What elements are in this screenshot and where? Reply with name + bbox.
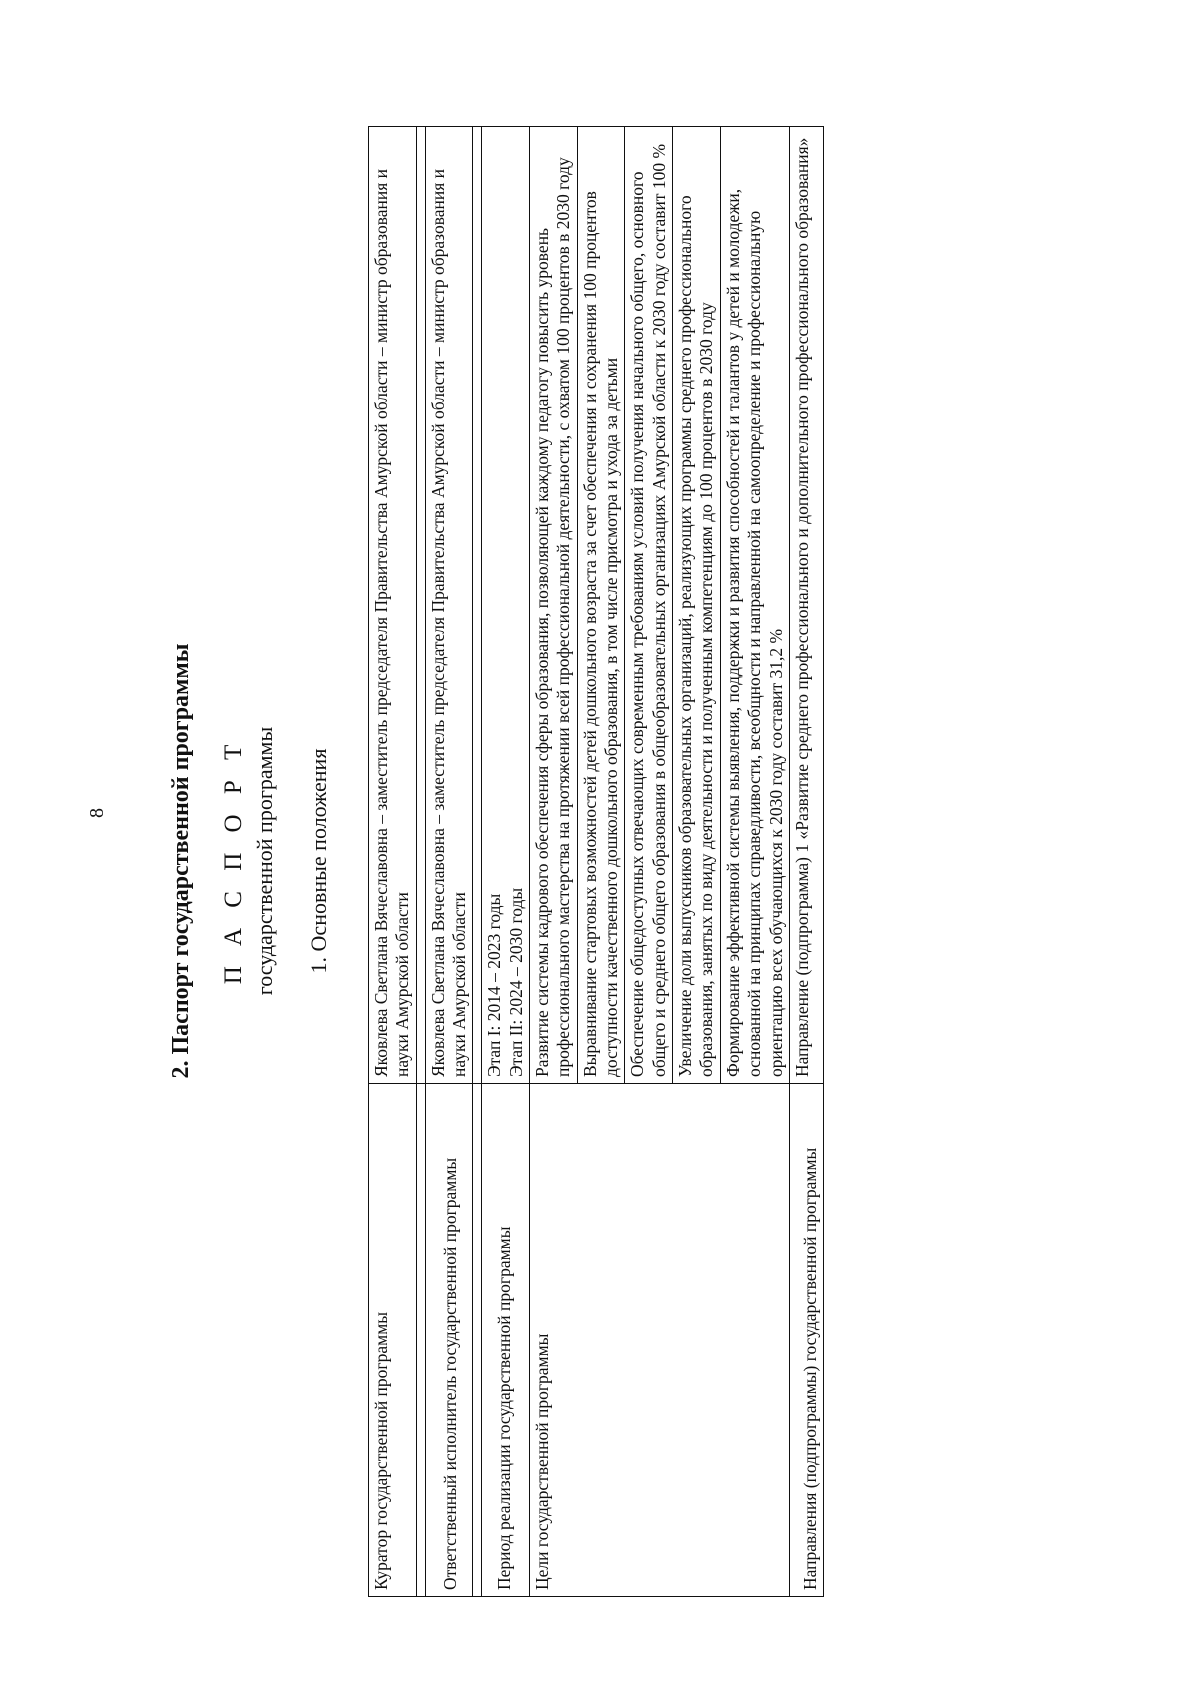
table-row-executor xyxy=(425,127,473,1597)
goal-item: Выравнивание стартовых возможностей детей дошкольного возраста за счет обеспечения и сохранения 100 процентов доступности качественного дошкольного образования, в том числе присмотра и ухода за детьми xyxy=(577,127,625,1084)
goal-item: Развитие системы кадрового обеспечения сферы образования, позволяющей каждому педагогу повысить уровень профессионального мастерства на протяжении всей профессиональной деятельности, с охватом 100 процентов в 2030 году xyxy=(530,127,578,1084)
row-label: Цели государственной программы xyxy=(530,1084,790,1597)
row-value: Яковлева Светлана Вячеславовна – заместитель председателя Правительства Амурской области – министр образования и науки Амурской области xyxy=(369,127,417,1084)
row-spacer xyxy=(416,127,425,1597)
row-value xyxy=(482,127,530,1084)
period-stage-2: Этап II: 2024 – 2030 годы xyxy=(505,887,526,1077)
table-row-directions xyxy=(789,127,823,1597)
goal-item: Формирование эффективной системы выявления, поддержки и развития способностей и талантов у детей и молодежи, основанной на принципах справедливости, всеобщности и направленной на самоопределение и профессиональную ориентацию всех обучающихся к 2030 году составит 31,2 % xyxy=(720,127,789,1084)
passport-heading: П А С П О Р Т xyxy=(220,737,247,985)
table-row-curator xyxy=(369,127,417,1597)
row-value: Яковлева Светлана Вячеславовна – заместитель председателя Правительства Амурской области – министр образования и науки Амурской области xyxy=(425,127,473,1084)
goal-item: Увеличение доли выпускников образовательных организаций, реализующих программы среднего профессионального образования, занятых по виду деятельности и полученным компетенциям до 100 процентов в 2030 году xyxy=(673,127,721,1084)
table-row-goal xyxy=(530,127,578,1597)
section-heading: 1. Основные положения xyxy=(306,748,331,974)
row-value: Направление (подпрограмма) 1 «Развитие среднего профессионального и дополнительного профессионального образования» xyxy=(789,127,823,1084)
page-number: 8 xyxy=(86,808,108,818)
table-row-period xyxy=(482,127,530,1597)
row-label: Период реализации государственной программы xyxy=(482,1084,530,1597)
document-title: 2. Паспорт государственной программы xyxy=(168,643,194,1079)
goal-item: Обеспечение общедоступных отвечающих современным требованиям условий получения начального общего, основного общего и среднего общего образования в общеобразовательных организациях Амурской области к 2030 году составит 100 % xyxy=(625,127,673,1084)
period-stage-1: Этап I: 2014 – 2023 годы xyxy=(484,893,505,1077)
passport-subheading: государственной программы xyxy=(252,726,277,996)
row-spacer xyxy=(473,127,482,1597)
row-label: Ответственный исполнитель государственной программы xyxy=(425,1084,473,1597)
passport-table xyxy=(368,126,824,1597)
row-label: Направления (подпрограммы) государственной программы xyxy=(789,1084,823,1597)
row-label: Куратор государственной программы xyxy=(369,1084,417,1597)
